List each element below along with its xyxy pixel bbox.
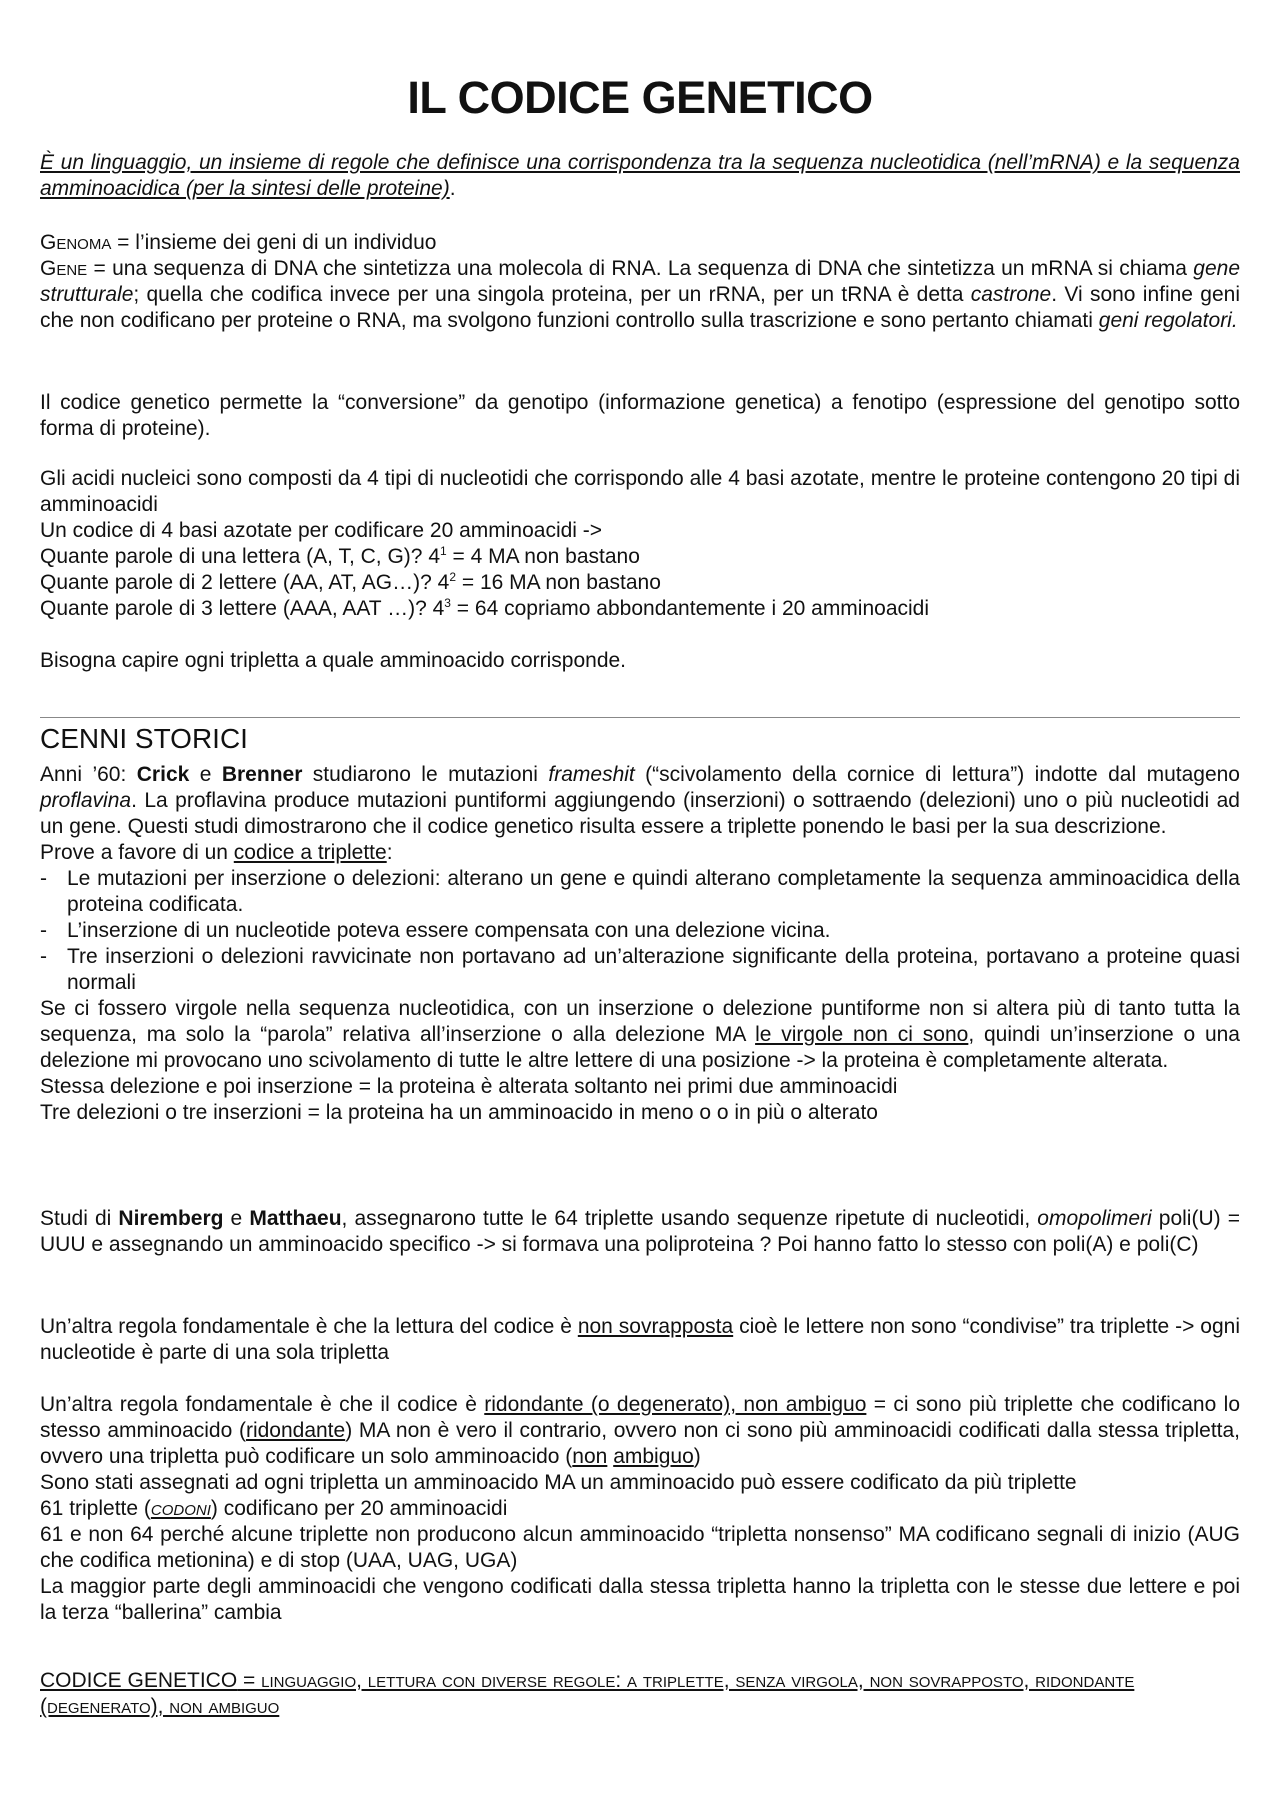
list-item: - Tre inserzioni o delezioni ravvicinate non portavano ad un’alterazione significante della proteina, portavano a proteine quasi normali: [40, 944, 1240, 996]
non-sovrapposta-paragraph: Un’altra regola fondamentale è che la lettura del codice è non sovrapposta cioè le lettere non sono “condivise” tra triplette -> ogni nucleotide è parte di una sola tripletta: [40, 1315, 1240, 1364]
section-divider: [40, 717, 1240, 718]
crick-brenner-paragraph: Anni ’60: Crick e Brenner studiarono le mutazioni frameshit (“scivolamento della cornice di lettura”) indotte dal mutageno proflavina. La proflavina produce mutazioni puntiformi aggiungendo (inserzioni) o sottraendo (delezioni) uno o più nucleotidi ad un gene. Questi studi dimostrarono che il codice genetico risulta essere a triplette ponendo le basi per la sua descrizione.: [40, 763, 1240, 838]
conversion-paragraph: Il codice genetico permette la “conversione” da genotipo (informazione genetica) a fenotipo (espressione del genotipo sotto forma di proteine).: [40, 391, 1240, 440]
page-title: IL CODICE GENETICO: [407, 72, 873, 123]
ridondante-section: Un’altra regola fondamentale è che il codice è ridondante (o degenerato), non ambiguo = ci sono più triplette che codificano lo stesso amminoacido (ridondante) MA non è vero il contrario, ovvero non ci sono più amminoacidi codificati dalla stessa tripletta, ovvero una tripletta può codificare un solo amminoacido (non ambiguo) Sono stati assegnati ad ogni tripletta un amminoacido MA un amminoacido può essere codificato da più triplette 61 triplette (codoni) codificano per 20 amminoacidi 61 e non 64 perché alcune triplette non producono alcun amminoacido “tripletta nonsenso” MA codificano segnali di inizio (AUG che codifica metionina) e di stop (UAA, UAG, UGA) La maggior parte degli amminoacidi che vengono codificati dalla stessa tripletta hanno la tripletta con le stesse due lettere e poi la terza “ballerina” cambia: [40, 1393, 1241, 1624]
summary-text: = linguaggio, lettura con diverse regole: a triplette, senza virgola, non sovrapposto, ridondante (degenerato), non ambiguo: [40, 1669, 1135, 1718]
genoma-definition: Genoma = l’insieme dei geni di un individuo: [40, 231, 437, 254]
virgole-paragraph: Se ci fossero virgole nella sequenza nucleotidica, con un inserzione o delezione puntiforme non si altera più di tanto tutta la sequenza, ma solo la “parola” relativa all’inserzione o alla delezione MA le virgole non ci sono, quindi un’inserzione o una delezione mi provocano uno scivolamento di tutte le altre lettere di una posizione -> la proteina è completamente alterata.: [40, 997, 1240, 1072]
section-heading-cenni-storici: CENNI STORICI: [40, 723, 248, 754]
list-item: - Le mutazioni per inserzione o delezioni: alterano un gene e quindi alterano completamente la sequenza amminoacidica della proteina codificata.: [40, 866, 1240, 918]
summary-definition: [40, 1668, 1240, 1720]
triplet-question: Bisogna capire ogni tripletta a quale amminoacido corrisponde.: [40, 649, 627, 672]
summary-label: CODICE GENETICO: [40, 1669, 238, 1692]
intro-definition: È un linguaggio, un insieme di regole che definisce una corrispondenza tra la sequenza nucleotidica (nell’mRNA) e la sequenza amminoacidica (per la sintesi delle proteine).: [40, 151, 1240, 200]
list-item: - L’inserzione di un nucleotide poteva essere compensata con una delezione vicina.: [40, 918, 1240, 944]
gene-definition: Gene = una sequenza di DNA che sintetizza una molecola di RNA. La sequenza di DNA che sintetizza un mRNA si chiama gene strutturale; quella che codifica invece per una singola proteina, per un rRNA, per un tRNA è detta castrone. Vi sono infine geni che non codificano per proteine o RNA, ma svolgono funzioni controllo sulla trascrizione e sono pertanto chiamati geni regolatori.: [40, 257, 1240, 332]
prove-heading: Prove a favore di un codice a triplette:: [40, 841, 393, 864]
genoma-gene-section: [40, 230, 1240, 334]
niremberg-paragraph: Studi di Niremberg e Matthaeu, assegnarono tutte le 64 triplette usando sequenze ripetute di nucleotidi, omopolimeri poli(U) = UUU e assegnando un amminoacido specifico -> si formava una poliproteina ? Poi hanno fatto lo stesso con poli(A) e poli(C): [40, 1207, 1240, 1256]
nucleic-acids-section: Gli acidi nucleici sono composti da 4 tipi di nucleotidi che corrispondo alle 4 basi azotate, mentre le proteine contengono 20 tipi di amminoacidi Un codice di 4 basi azotate per codificare 20 amminoacidi -> Quante parole di una lettera (A, T, C, G)? $4^1 = 4$ MA non bastano Quante parole di 2 lettere (AA, AT, AG…)? $4^2 = 16$ MA non bastano Quante parole di 3 lettere (AAA, AAT …)? $4^3 = 64$ copriamo abbondantemente i 20 amminoacidi: [40, 467, 1240, 620]
evidence-list: [40, 866, 1240, 996]
definition-text: È un linguaggio, un insieme di regole che definisce una corrispondenza tra la sequenza nucleotidica (nell’mRNA) e la sequenza amminoacidica (per la sintesi delle proteine): [40, 151, 1240, 200]
cenni-storici-section: CENNI STORICI Anni ’60: Crick e Brenner studiarono le mutazioni frameshit (“scivolamento della cornice di lettura”) indotte dal mutageno proflavina. La proflavina produce mutazioni puntiformi aggiungendo (inserzioni) o sottraendo (delezioni) uno o più nucleotidi ad un gene. Questi studi dimostrarono che il codice genetico risulta essere a triplette ponendo le basi per la sua descrizione. Prove a favore di un codice a triplette: - Le mutazioni per inserzione o delezioni: alterano un gene e quindi alterano completamente la sequenza amminoacidica della proteina codificata. - L’inserzione di un nucleotide poteva essere compensata con una delezione vicina. - Tre inserzioni o delezioni ravvicinate non portavano ad un’alterazione significante della proteina, portavano a proteine quasi normali Se ci fossero virgole nella sequenza nucleotidica, con un inserzione o delezione puntiforme non si altera più di tanto tutta la sequenza, ma solo la “parola” relativa all’inserzione o alla delezione MA le virgole non ci sono, quindi un’inserzione o una delezione mi provocano uno scivolamento di tutte le altre lettere di una posizione -> la proteina è completamente alterata. Stessa delezione e poi inserzione = la proteina è alterata soltanto nei primi due amminoacidi Tre delezioni o tre inserzioni = la proteina ha un amminoacido in meno o o in più o alterato: [40, 722, 1240, 1126]
